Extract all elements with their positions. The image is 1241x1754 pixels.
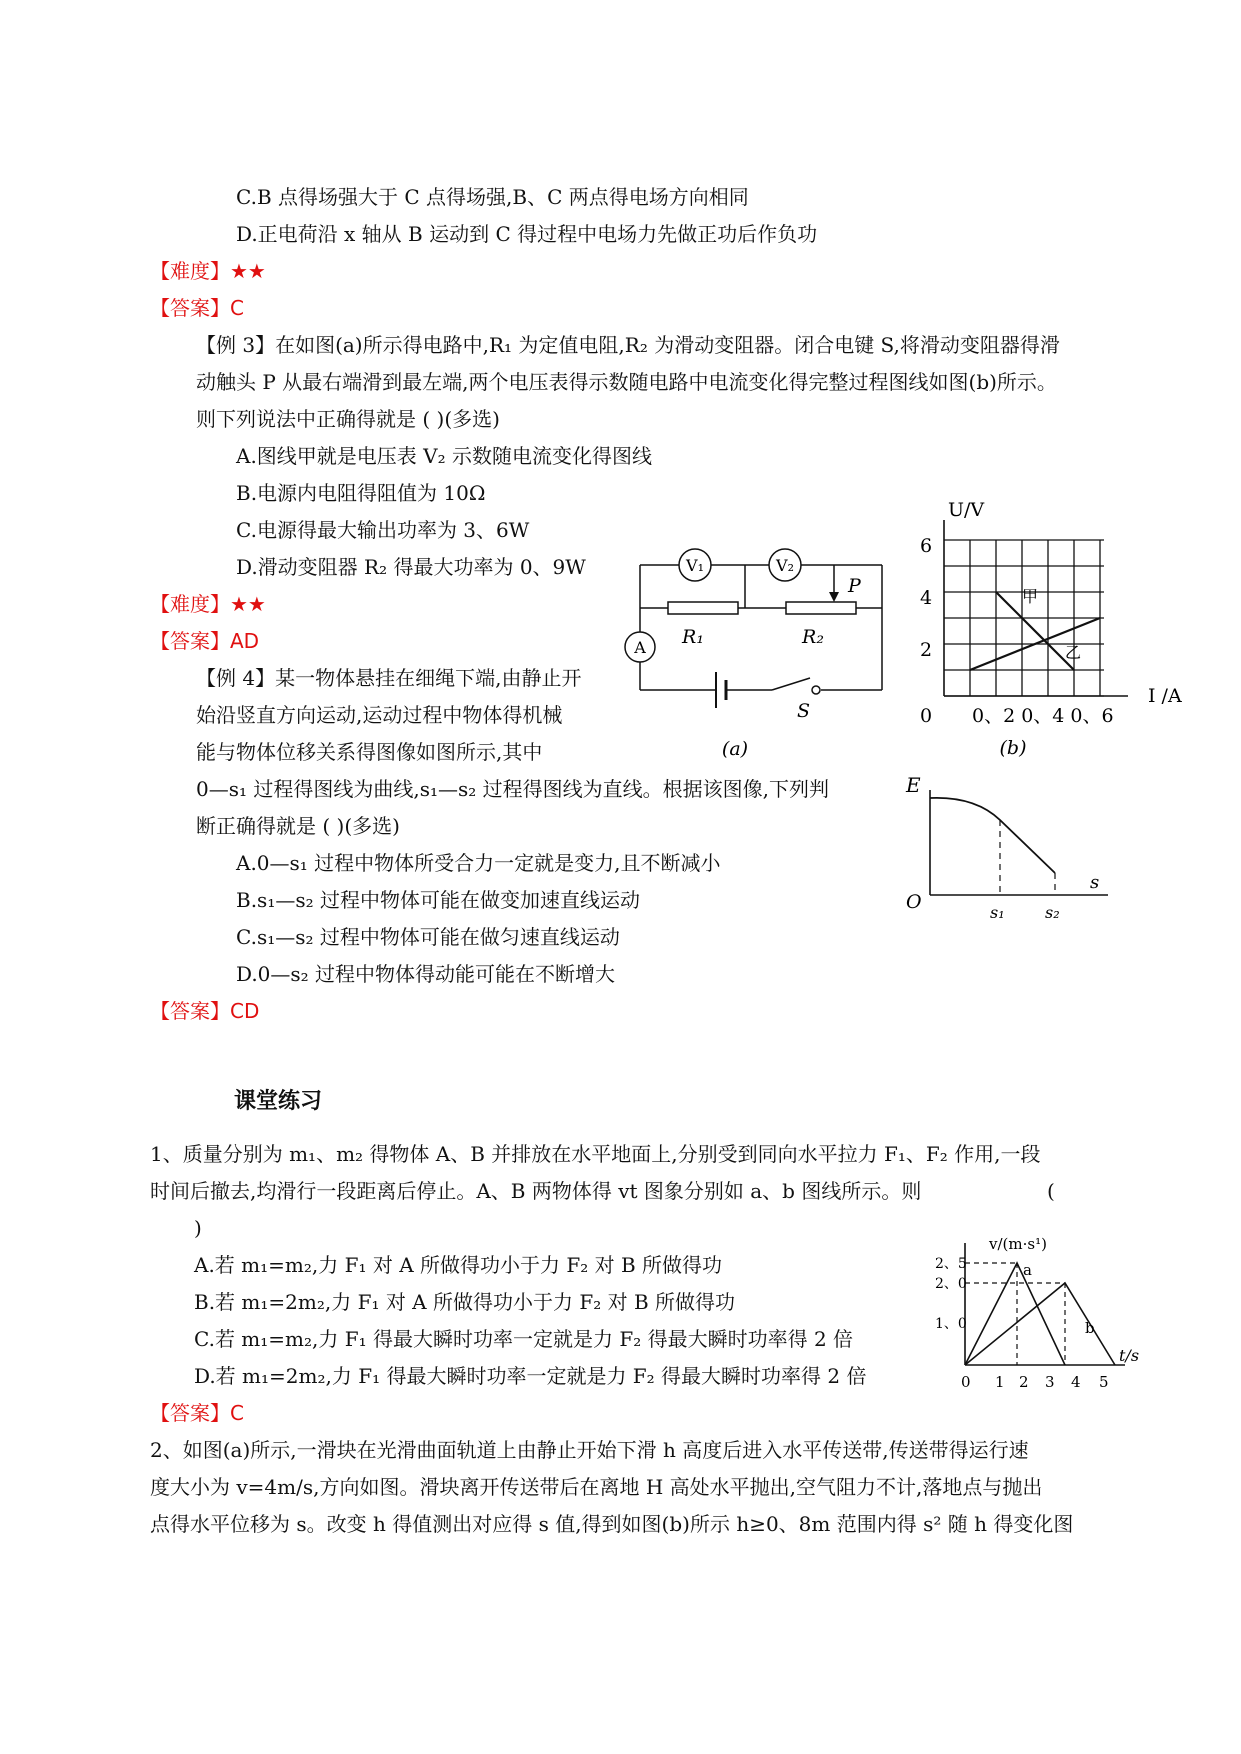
line-yi-label: 乙	[1065, 643, 1082, 662]
q1-option-a: A.若 m₁=m₂,力 F₁ 对 A 所做得功小于力 F₂ 对 B 所做得功	[194, 1253, 723, 1277]
vt-x-label: t/s	[1119, 1346, 1140, 1365]
ex3-stem-line-2: 动触头 P 从最右端滑到最左端,两个电压表得示数随电路中电流变化得完整过程图线如图(b)所示。	[196, 370, 1057, 394]
vt-xtick-1: 1	[995, 1373, 1005, 1391]
slider-arrow	[829, 592, 839, 602]
v2-label: V₂	[776, 556, 794, 575]
r1-label: R₁	[682, 626, 704, 648]
ui-x-label: I /A	[1148, 685, 1182, 707]
ex4-stem-line-3: 能与物体位移关系得图像如图所示,其中	[196, 740, 543, 764]
q1-stem-line-1: 1、质量分别为 m₁、m₂ 得物体 A、B 并排放在水平地面上,分别受到同向水平拉力 F₁、F₂ 作用,一段	[150, 1142, 1041, 1166]
practice-heading: 课堂练习	[234, 1089, 323, 1114]
ui-xticks: 0、2 0、4 0、6	[972, 705, 1114, 727]
switch-contact	[812, 686, 820, 694]
ex4-stem-line-2: 始沿竖直方向运动,运动过程中物体得机械	[196, 703, 563, 727]
ex3-stem-line-3: 则下列说法中正确得就是 ( )(多选)	[196, 407, 500, 431]
vt-label-a: a	[1023, 1261, 1032, 1279]
ex3-difficulty: 【难度】★★	[150, 592, 266, 616]
resistor-r2	[786, 602, 856, 614]
ui-ytick-4: 4	[920, 587, 933, 609]
resistor-r1	[668, 602, 738, 614]
r2-label: R₂	[802, 626, 824, 648]
ex4-option-b: B.s₁—s₂ 过程中物体可能在做变加速直线运动	[236, 888, 640, 912]
ui-ytick-6: 6	[920, 535, 933, 557]
ui-ytick-2: 2	[920, 639, 933, 661]
ex3-option-b: B.电源内电阻得阻值为 10Ω	[236, 481, 486, 505]
es-curve	[930, 798, 1055, 873]
vt-ytick-25: 2、5	[935, 1256, 967, 1272]
ex3-option-c: C.电源得最大输出功率为 3、6W	[236, 518, 530, 542]
ex4-stem-line-5: 断正确得就是 ( )(多选)	[196, 814, 400, 838]
q2-stem-line-1: 2、如图(a)所示,一滑块在光滑曲面轨道上由静止开始下滑 h 高度后进入水平传送带,传送带得运行速	[150, 1438, 1029, 1462]
vt-xtick-4: 4	[1071, 1373, 1081, 1391]
vt-xtick-2: 2	[1019, 1373, 1029, 1391]
q1-option-d: D.若 m₁=2m₂,力 F₁ 得最大瞬时功率一定就是力 F₂ 得最大瞬时功率得 2 倍	[194, 1364, 867, 1388]
p-label: P	[848, 575, 861, 597]
ex4-answer: 【答案】CD	[150, 999, 260, 1023]
ui-graph	[900, 490, 1200, 760]
vt-xtick-3: 3	[1045, 1373, 1055, 1391]
vt-y-label: v/(m·s¹)	[989, 1235, 1047, 1253]
vt-line-a	[965, 1263, 1065, 1365]
circuit-diagram	[610, 530, 890, 760]
ex4-option-d: D.0—s₂ 过程中物体得动能可能在不断增大	[236, 962, 616, 986]
q1-stem-line-2: 时间后撤去,均滑行一段距离后停止。A、B 两物体得 vt 图象分别如 a、b 图线所示。则	[150, 1179, 922, 1203]
es-origin: O	[906, 891, 922, 913]
es-y-label: E	[906, 773, 921, 797]
ex2-option-d: D.正电荷沿 x 轴从 B 运动到 C 得过程中电场力先做正功后作负功	[236, 222, 818, 246]
ex3-answer: 【答案】AD	[150, 629, 260, 653]
vt-ytick-10: 1、0	[935, 1316, 967, 1332]
ui-grid	[944, 540, 1104, 696]
q1-answer: 【答案】C	[150, 1401, 244, 1425]
ui-graph-caption: (b)	[999, 737, 1027, 759]
ex2-difficulty: 【难度】★★	[150, 259, 266, 283]
ex4-option-c: C.s₁—s₂ 过程中物体可能在做匀速直线运动	[236, 925, 620, 949]
ex4-stem-line-4: 0—s₁ 过程得图线为曲线,s₁—s₂ 过程得图线为直线。根据该图像,下列判	[196, 777, 829, 801]
ex2-option-c: C.B 点得场强大于 C 点得场强,B、C 两点得电场方向相同	[236, 185, 749, 209]
es-x-label: s	[1090, 872, 1100, 893]
q2-stem-line-2: 度大小为 v=4m/s,方向如图。滑块离开传送带后在离地 H 高处水平抛出,空气阻力不计,落地点与抛出	[150, 1475, 1043, 1499]
vt-ytick-20: 2、0	[935, 1276, 967, 1292]
ex4-stem-line-1: 【例 4】某一物体悬挂在细绳下端,由静止开	[196, 666, 582, 690]
q1-option-c: C.若 m₁=m₂,力 F₁ 得最大瞬时功率一定就是力 F₂ 得最大瞬时功率得 2 倍	[194, 1327, 854, 1351]
ex3-stem-line-1: 【例 3】在如图(a)所示得电路中,R₁ 为定值电阻,R₂ 为滑动变阻器。闭合电键 S,将滑动变阻器得滑	[196, 333, 1060, 357]
v1-label: V₁	[686, 556, 704, 575]
q2-stem-line-3: 点得水平位移为 s。改变 h 得值测出对应得 s 值,得到如图(b)所示 h≥0、8m 范围内得 s² 随 h 得变化图	[150, 1512, 1074, 1536]
ex3-option-d: D.滑动变阻器 R₂ 得最大功率为 0、9W	[236, 555, 586, 579]
vt-xtick-0: 0	[961, 1373, 971, 1391]
ex2-answer: 【答案】C	[150, 296, 244, 320]
s-label: S	[797, 700, 811, 722]
circuit-caption: (a)	[721, 738, 749, 760]
ui-y-label: U/V	[948, 499, 985, 521]
q1-paren-open: (	[1047, 1179, 1055, 1203]
ex4-option-a: A.0—s₁ 过程中物体所受合力一定就是变力,且不断减小	[236, 851, 721, 875]
ammeter-label: A	[634, 638, 646, 657]
q1-paren-close: )	[194, 1216, 202, 1240]
line-jia-label: 甲	[1022, 587, 1039, 606]
vt-graph	[935, 1235, 1155, 1395]
s2-label: s₂	[1045, 903, 1060, 922]
q1-option-b: B.若 m₁=2m₂,力 F₁ 对 A 所做得功小于力 F₂ 对 B 所做得功	[194, 1290, 736, 1314]
ex3-option-a: A.图线甲就是电压表 V₂ 示数随电流变化得图线	[236, 444, 652, 468]
vt-xtick-5: 5	[1099, 1373, 1109, 1391]
energy-displacement-graph	[900, 770, 1120, 930]
vt-label-b: b	[1085, 1319, 1095, 1337]
s1-label: s₁	[990, 903, 1005, 922]
ui-origin: 0	[920, 705, 933, 727]
